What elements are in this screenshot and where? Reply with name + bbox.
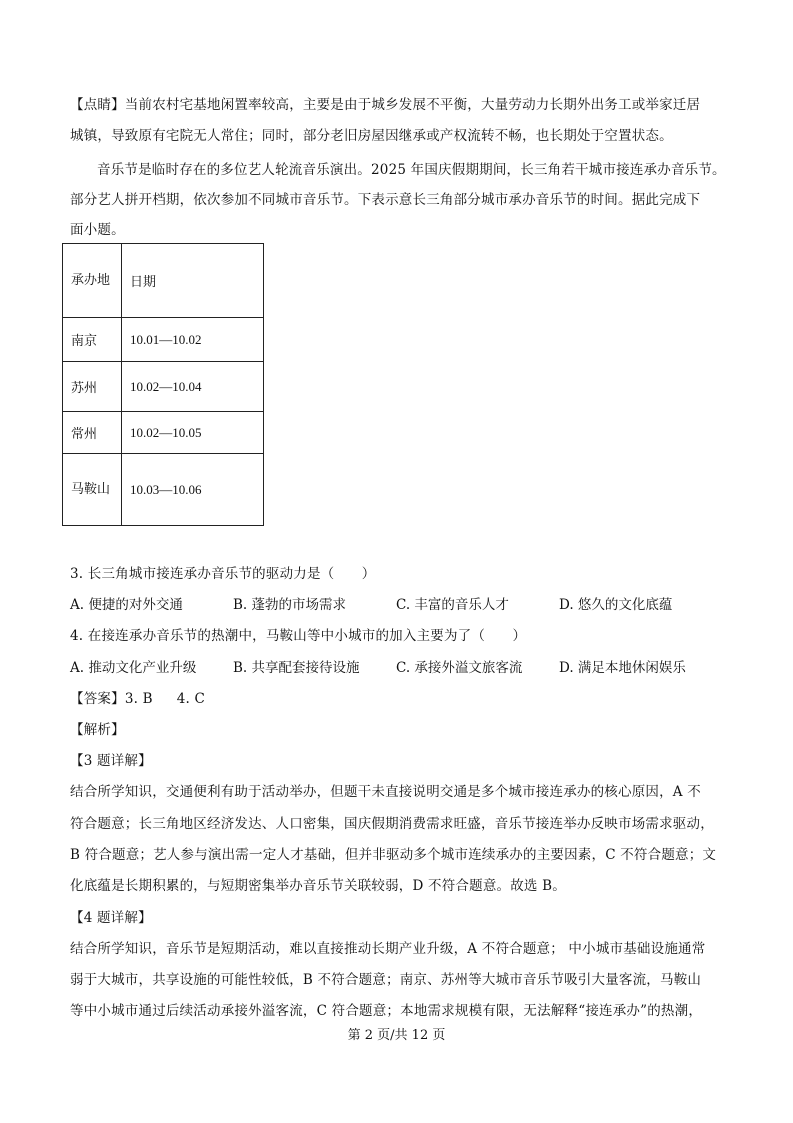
table-row <box>63 412 264 454</box>
analysis-label: 【解析】 <box>70 722 125 738</box>
detail3-line-2: 符合题意；长三角地区经济发达、人口密集，国庆假期消费需求旺盛，音乐节接连举办反映市场需求驱动， <box>70 816 714 832</box>
detail3-line-3: B 符合题意；艺人参与演出需一定人才基础，但并非驱动多个城市连续承办的主要因素，C 不符合题意；文 <box>70 847 717 863</box>
tip-line-1: 【点睛】当前农村宅基地闲置率较高，主要是由于城乡发展不平衡，大量劳动力长期外出务工或举家迁居 <box>70 97 701 113</box>
table-row <box>63 362 264 412</box>
answer-label: 【答案】 <box>70 691 125 707</box>
table-header-city: 承办地 <box>63 244 122 318</box>
table-cell-date: 10.02—10.05 <box>122 412 264 454</box>
table-header-date: 日期 <box>122 244 264 318</box>
table-cell-date: 10.02—10.04 <box>122 362 264 412</box>
table-cell-date: 10.03—10.06 <box>122 454 264 526</box>
answer-q3: 3. B <box>124 691 153 707</box>
answer-q4: 4. C <box>176 691 206 707</box>
table-header-row <box>63 244 264 318</box>
q3-option-a: A. 便捷的对外交通 <box>70 597 183 613</box>
q4-option-b: B. 共享配套接待设施 <box>233 660 360 676</box>
q3-option-b: B. 蓬勃的市场需求 <box>233 597 347 613</box>
table-cell-city: 苏州 <box>63 362 122 412</box>
q4-option-c: C. 承接外溢文旅客流 <box>396 660 523 676</box>
q4-option-a: A. 推动文化产业升级 <box>70 660 197 676</box>
detail3-label: 【3 题详解】 <box>70 753 152 769</box>
detail4-line-1: 结合所学知识，音乐节是短期活动，难以直接推动长期产业升级，A 不符合题意； 中小城市基础设施通常 <box>70 941 706 957</box>
material-line-3: 面小题。 <box>70 222 125 238</box>
q3-option-d: D. 悠久的文化底蕴 <box>559 597 673 613</box>
material-line-2: 部分艺人拼开档期，依次参加不同城市音乐节。下表示意长三角部分城市承办音乐节的时间。据此完成下 <box>70 192 701 208</box>
answer-line <box>70 690 205 708</box>
detail4-line-3: 等中小城市通过后续活动承接外溢客流，C 符合题意；本地需求规模有限，无法解释“接连承办”的热潮， <box>70 1003 703 1019</box>
table-row <box>63 318 264 362</box>
table-cell-city: 常州 <box>63 412 122 454</box>
q3-option-c: C. 丰富的音乐人才 <box>396 597 509 613</box>
table-row <box>63 454 264 526</box>
detail3-line-1: 结合所学知识，交通便利有助于活动举办，但题干未直接说明交通是多个城市接连承办的核心原因，A 不 <box>70 784 701 800</box>
table-cell-city: 南京 <box>63 318 122 362</box>
schedule-table <box>62 243 264 526</box>
q4-stem: 4. 在接连承办音乐节的热潮中，马鞍山等中小城市的加入主要为了（ ） <box>70 628 527 644</box>
q3-stem: 3. 长三角城市接连承办音乐节的驱动力是（ ） <box>70 566 376 582</box>
q4-option-d: D. 满足本地休闲娱乐 <box>559 660 686 676</box>
table-cell-date: 10.01—10.02 <box>122 318 264 362</box>
detail4-line-2: 弱于大城市，共享设施的可能性较低，B 不符合题意；南京、苏州等大城市音乐节吸引大量客流，马鞍山 <box>70 972 702 988</box>
detail4-label: 【4 题详解】 <box>70 910 152 926</box>
detail3-line-4: 化底蕴是长期积累的，与短期密集举办音乐节关联较弱，D 不符合题意。故选 B。 <box>70 878 566 894</box>
tip-line-2: 城镇，导致原有宅院无人常住；同时，部分老旧房屋因继承或产权流转不畅，也长期处于空置状态。 <box>70 128 673 144</box>
page-footer: 第 2 页/共 12 页 <box>347 1028 446 1043</box>
material-line-1: 音乐节是临时存在的多位艺人轮流音乐演出。2025 年国庆假期期间，长三角若干城市接连承办音乐节。 <box>97 162 726 178</box>
table-cell-city: 马鞍山 <box>63 454 122 526</box>
